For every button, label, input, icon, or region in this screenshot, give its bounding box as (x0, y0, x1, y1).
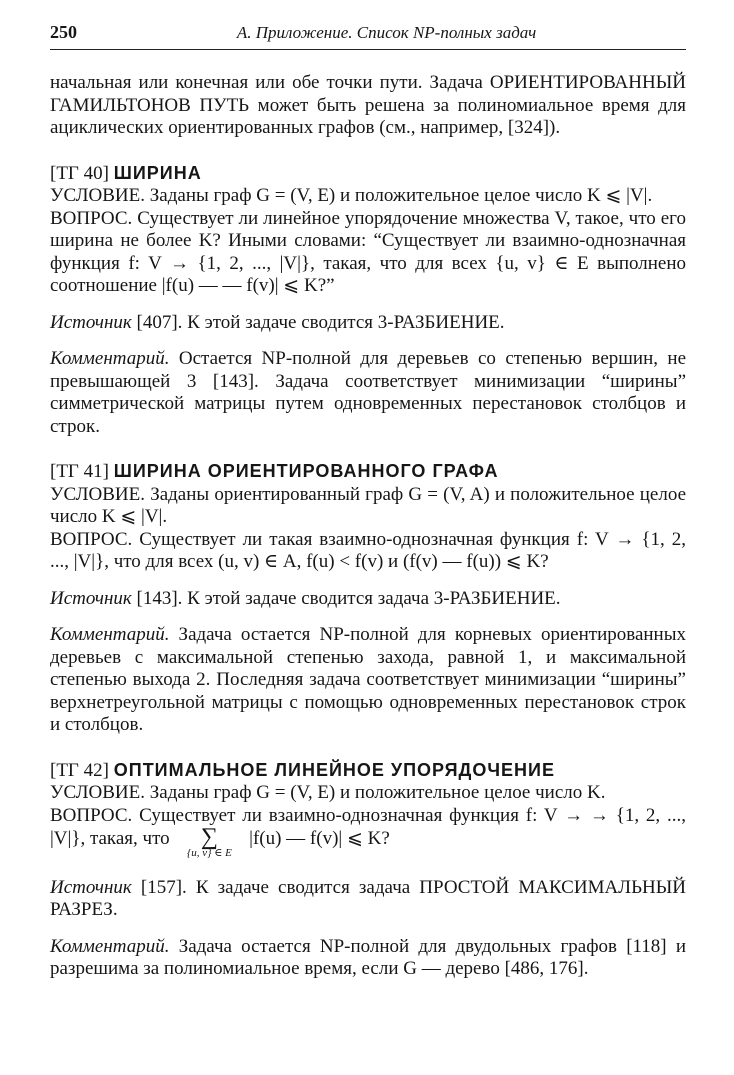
source-label: Источник (50, 587, 132, 609)
question-text-end: |f(u) — f(v)| ⩽ K? (249, 828, 390, 849)
comment-label: Комментарий. (50, 624, 170, 645)
page-number: 250 (50, 22, 77, 42)
problem-tg42 (50, 759, 686, 981)
question-label: ВОПРОС. (50, 528, 133, 550)
problem-condition (50, 782, 686, 805)
condition-text: Заданы граф G = (V, E) и положительное целое число K. (149, 782, 606, 803)
question-label: ВОПРОС. (50, 804, 133, 826)
comment-text: Задача остается NP-полной для двудольных графов [118] и разрешима за полиномиальное время, если G — дерево [486, 176]. (50, 935, 687, 979)
source-text: [157]. К задаче сводится задача ПРОСТОЙ МАКСИМАЛЬНЫЙ РАЗРЕЗ. (50, 876, 686, 920)
question-text: Существует ли такая взаимно-однозначная функция f: V → {1, 2, ..., |V|}, что для всех (u, v) ∈ A, f(u) < f(v) и (f(v) — f(u)) ⩽ K? (50, 528, 686, 572)
source-label: Источник (50, 311, 132, 333)
problem-tag: [ТГ 42] (50, 759, 109, 781)
problem-comment (50, 624, 686, 737)
sum-formula (174, 824, 244, 859)
problem-condition (50, 185, 686, 208)
page-body (50, 72, 686, 981)
comment-text: Задача остается NP-полной для корневых ориентированных деревьев с максимальной степенью захода, равной 1, и максимальной степенью выхода 2. Последняя задача соответствует минимизации “ширины” верхнетреугольной матрицы с помощью одновременных перестановок строк и столбцов. (50, 624, 686, 735)
question-text: Существует ли линейное упорядочение множества V, такое, что его ширина не более K? Иными словами: “Существует ли взаимно-однозначная функция f: V → {1, 2, ..., |V|}, такая, что для всех {u, v} ∈ E выполнено соотношение |f(u) — — f(v)| ⩽ K?” (50, 207, 687, 296)
problem-source (50, 312, 686, 335)
condition-text: Заданы граф G = (V, E) и положительное целое число K ⩽ |V|. (149, 185, 653, 206)
problem-tag: [ТГ 41] (50, 461, 109, 482)
condition-text: Заданы ориентированный граф G = (V, A) и положительное целое число K ⩽ |V|. (50, 483, 687, 527)
running-title: А. Приложение. Список NP-полных задач (236, 23, 537, 42)
problem-title: ШИРИНА (113, 162, 202, 183)
question-text: Существует ли взаимно-однозначная функция f: V → → {1, 2, ..., |V|}, такая, что (50, 804, 686, 849)
page (50, 22, 686, 981)
condition-label: УСЛОВИЕ. (50, 185, 146, 206)
intro-paragraph: начальная или конечная или обе точки пути. Задача ОРИЕНТИРОВАННЫЙ ГАМИЛЬТОНОВ ПУТЬ может быть решена за полиномиальное время для ациклических ориентированных графов (см., например, [324]). (50, 72, 686, 138)
problem-condition (50, 484, 686, 529)
problem-heading (50, 162, 686, 186)
condition-label: УСЛОВИЕ. (50, 782, 146, 803)
problem-source (50, 877, 686, 922)
comment-label: Комментарий. (50, 348, 170, 369)
comment-text: Остается NP-полной для деревьев со степенью вершин, не превышающей 3 [143]. Задача соответствует минимизации “ширины” симметрической матрицы путем одновременных перестановок столбцов и строк. (50, 348, 686, 437)
problem-question (50, 529, 686, 574)
problem-tag: [ТГ 40] (50, 162, 109, 184)
source-label: Источник (50, 876, 132, 898)
problem-question (50, 804, 686, 859)
sum-subscript: {u, v} ∈ E (186, 847, 232, 859)
source-text: [143]. К этой задаче сводится задача 3-РАЗБИЕНИЕ. (136, 587, 561, 609)
problem-comment (50, 348, 686, 438)
comment-label: Комментарий. (50, 935, 170, 957)
problem-source (50, 588, 686, 611)
problem-question (50, 208, 686, 298)
problem-tg41 (50, 460, 686, 737)
problem-title: ОПТИМАЛЬНОЕ ЛИНЕЙНОЕ УПОРЯДОЧЕНИЕ (113, 759, 555, 780)
problem-heading (50, 759, 686, 783)
problem-title: ШИРИНА ОРИЕНТИРОВАННОГО ГРАФА (113, 461, 499, 481)
condition-label: УСЛОВИЕ. (50, 483, 146, 505)
question-label: ВОПРОС. (50, 207, 133, 229)
problem-comment (50, 936, 686, 981)
page-header (50, 22, 686, 50)
problem-tg40 (50, 162, 686, 439)
sum-symbol: ∑ (200, 824, 218, 850)
problem-heading (50, 460, 686, 484)
source-text: [407]. К этой задаче сводится 3-РАЗБИЕНИЕ. (136, 311, 505, 333)
